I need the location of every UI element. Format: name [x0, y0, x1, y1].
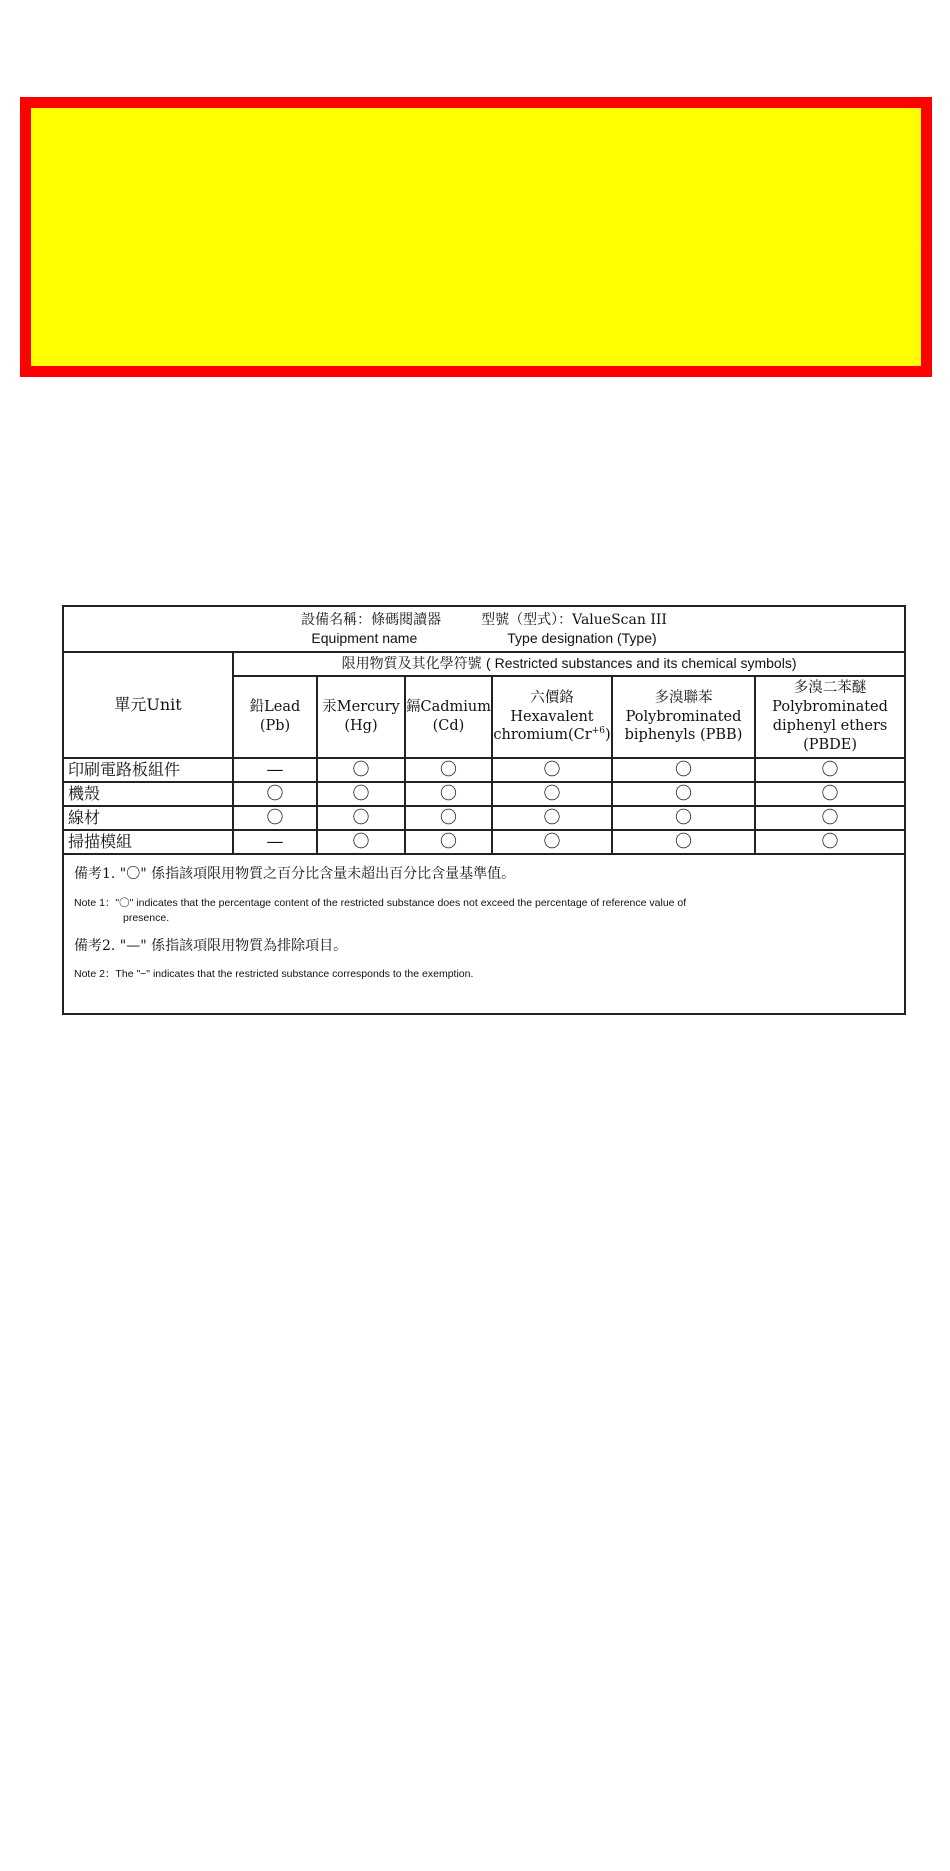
notes-section	[63, 854, 905, 1014]
type-designation-zh: 型號（型式）：ValueScan III	[481, 611, 667, 628]
substance-symbol	[493, 726, 611, 745]
compliance-mark: 〇	[317, 758, 405, 782]
compliance-mark: 〇	[612, 806, 755, 830]
substance-symbol-close: )	[604, 727, 611, 744]
compliance-mark: 〇	[492, 806, 612, 830]
substance-symbol-sup: +6	[591, 726, 605, 737]
table-title	[63, 606, 905, 652]
substance-name-en: Hexavalent	[510, 708, 594, 725]
compliance-mark: 〇	[755, 830, 905, 854]
substance-name-en: Polybrominated	[625, 708, 742, 725]
compliance-mark: 〇	[317, 782, 405, 806]
table-row	[63, 758, 905, 782]
substance-header-lead	[233, 676, 317, 758]
restricted-header-zh: 限用物質及其化學符號	[341, 656, 482, 673]
equipment-name-zh: 設備名稱：條碼閱讀器	[301, 611, 442, 628]
compliance-mark: 〇	[405, 758, 492, 782]
substance-symbol: biphenyls (PBB)	[624, 727, 743, 744]
compliance-mark: 〇	[317, 806, 405, 830]
substance-symbol: (Hg)	[344, 718, 378, 734]
part-name: 線材	[63, 806, 233, 830]
note-1-en-line2: presence.	[123, 912, 170, 925]
rohs-declaration-table	[62, 605, 906, 1015]
note-1-en-line1: Note 1："〇" indicates that the percentage content of the restricted substance does not exceed the percentage of reference value of	[74, 896, 687, 909]
substance-header-cadmium	[405, 676, 492, 758]
part-name: 掃描模組	[63, 830, 233, 854]
part-name: 機殼	[63, 782, 233, 806]
table-row	[63, 806, 905, 830]
substance-header-pbb	[612, 676, 755, 758]
substance-symbol: (Cd)	[432, 718, 465, 734]
compliance-mark: —	[233, 830, 317, 854]
substance-header-mercury	[317, 676, 405, 758]
warning-label-divider	[31, 245, 921, 246]
warning-label-box	[20, 97, 932, 377]
substance-name-zh: 多溴二苯醚	[793, 680, 867, 697]
compliance-mark: 〇	[492, 830, 612, 854]
substance-name-zh: 多溴聯苯	[654, 689, 713, 706]
restricted-substances-header	[233, 652, 905, 676]
compliance-mark: 〇	[405, 782, 492, 806]
substance-name-en-2: diphenyl ethers	[772, 718, 888, 734]
table-row	[63, 830, 905, 854]
note-1-en	[74, 896, 894, 928]
substance-name: 鉛Lead	[249, 699, 301, 716]
substance-header-pbde	[755, 676, 905, 758]
compliance-mark: 〇	[612, 758, 755, 782]
compliance-mark: 〇	[755, 758, 905, 782]
part-name: 印刷電路板組件	[63, 758, 233, 782]
equipment-name-en: Equipment name	[311, 630, 418, 646]
compliance-mark: 〇	[233, 782, 317, 806]
note-1-zh: 備考1. "〇" 係指該項限用物質之百分比含量未超出百分比含量基準值。	[74, 866, 516, 883]
substance-name-zh: 六價鉻	[530, 689, 574, 706]
substance-name-en: Polybrominated	[772, 699, 888, 716]
substance-name: 汞Mercury	[322, 699, 400, 716]
compliance-mark: 〇	[492, 758, 612, 782]
substance-name: 鎘Cadmium	[406, 699, 491, 716]
compliance-mark: 〇	[317, 830, 405, 854]
note-2-zh: 備考2. "—" 係指該項限用物質為排除項目。	[74, 938, 348, 955]
compliance-mark: 〇	[612, 782, 755, 806]
restricted-header-en: ( Restricted substances and its chemical symbols)	[486, 655, 797, 672]
compliance-mark: 〇	[755, 782, 905, 806]
type-designation-en: Type designation (Type)	[507, 630, 657, 646]
substance-symbol: (Pb)	[259, 718, 291, 734]
compliance-mark: 〇	[755, 806, 905, 830]
note-2-en: Note 2：The "−" indicates that the restricted substance corresponds to the exemption.	[74, 968, 474, 981]
compliance-mark: 〇	[612, 830, 755, 854]
compliance-mark: 〇	[405, 830, 492, 854]
compliance-mark: —	[233, 758, 317, 782]
table-row	[63, 782, 905, 806]
unit-header: 單元Unit	[63, 652, 233, 758]
substance-symbol: (PBDE)	[803, 736, 857, 753]
compliance-mark: 〇	[405, 806, 492, 830]
substance-header-hexavalent-chromium	[492, 676, 612, 758]
compliance-mark: 〇	[492, 782, 612, 806]
compliance-mark: 〇	[233, 806, 317, 830]
substance-symbol-text: chromium(Cr	[493, 727, 592, 744]
